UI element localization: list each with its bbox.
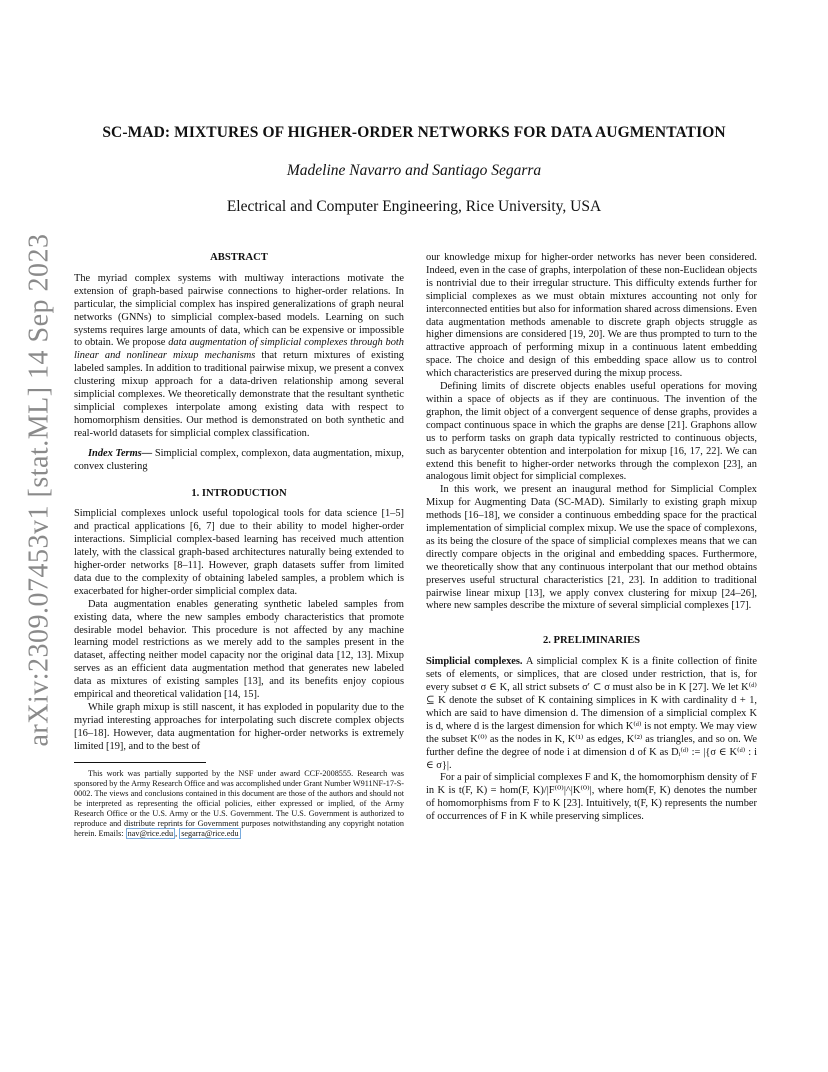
footnote-divider: [74, 762, 206, 763]
right-column: [426, 252, 757, 824]
left-column: [74, 252, 404, 839]
abstract-text-emphasis: data augmentation of simplicial complexes through both linear and nonlinear mixup mechanisms: [74, 337, 404, 362]
intro-paragraph-5: Defining limits of discrete objects enables useful operations for moving within a space of objects as if they are continuous. The invention of the graphon, the limit object of a convergent sequence of dense graphs, provides a compact continuous space in which the graphs are dense [21]. Graphons allow us to perform tasks on graph data typically restricted to continuous objects, such as barycenter obtention and interpolation for mixup [16, 17, 22]. We can extend this benefit to higher-order networks through the complexon [23], an analogous limit object for simplicial complexes.: [426, 381, 757, 483]
index-terms: [74, 448, 404, 474]
intro-paragraph-4: our knowledge mixup for higher-order networks has never been considered. Indeed, even in the case of graphs, interpolation of these non-Euclidean objects is nontrivial due to their irregular structure. This difficulty extends further for simplicial complexes as we must obtain mixtures accounting not only for interconnected entities but also for information shared across dimensions. Even data augmentation methods amenable to discrete graph objects struggle as higher dimensions are considered [19, 20]. We are thus prompted to turn to the attractive approach of performing mixup in a continuous latent embedding space. The choice and design of this embedding space allow us to control which characteristics are preserved during the mixup process.: [426, 252, 757, 380]
footnote-text: This work was partially supported by the NSF under award CCF-2008555. Research was sponsored by the Army Research Office and was accomplished under Grant Number W911NF-17-S-0002. The views and conclusions contained in this document are those of the authors and should not be interpreted as representing the official policies, either expressed or implied, of the Army Research Office or the U.S. Army or the U.S. Government. The U.S. Government is authorized to reproduce and distribute reprints for Government purposes notwithstanding any copyright notation herein. Emails: nav@rice.edu , segarra@rice.edu: [74, 768, 404, 838]
prelim-paragraph-1: [426, 656, 757, 772]
intro-paragraph-3: While graph mixup is still nascent, it has exploded in popularity due to the myriad interesting approaches for interpolating such discrete complex objects [16–18]. However, data augmentation for higher-order networks is extremely limited [19], and to the best of: [74, 702, 404, 752]
prelim-paragraph-2: For a pair of simplicial complexes F and K, the homomorphism density of F in K is t(F, K) = hom(F, K)/|F⁽⁰⁾|^|K⁽⁰⁾|, where hom(F, K) denotes the number of homomorphisms from F to K [23]. Intuitively, t(F, K) represents the number of occurrences of F in K while preserving simplices.: [426, 772, 757, 823]
paper-affiliation: Electrical and Computer Engineering, Rice University, USA: [226, 198, 602, 215]
paper-title: SC-MAD: MIXTURES OF HIGHER-ORDER NETWORKS FOR DATA AUGMENTATION: [102, 124, 726, 141]
index-terms-text: Simplicial complex, complexon, data augmentation, mixup, convex clustering: [74, 447, 404, 472]
intro-heading: 1. INTRODUCTION: [191, 487, 287, 499]
email-link-2[interactable]: segarra@rice.edu: [181, 828, 239, 838]
prelim-heading: 2. PRELIMINARIES: [542, 635, 641, 647]
prelim-label: Simplicial complexes.: [426, 656, 523, 668]
intro-paragraph-2: Data augmentation enables generating synthetic labeled samples from existing data, where the new samples embody characteristics that promote desirable model behavior. This procedure is not affected by any machine learning model restrictions as we merely add to the samples present in the dataset, affecting neither model capacity nor the original data [12, 13]. Mixup serves as an efficient data augmentation method that generates new labeled data as mixtures of existing samples [13], and its benefits enjoy copious empirical and theoretical validation [14, 15].: [74, 598, 404, 701]
footnote-body: This work was partially supported by the NSF under award CCF-2008555. Research was sponsored by the Army Research Office and was accomplished under Grant Number W911NF-17-S-0002. The views and conclusions contained in this document are those of the authors and should not be interpreted as representing the official policies, either expressed or implied, of the Army Research Office or the U.S. Army or the U.S. Government. The U.S. Government is authorized to reproduce and distribute reprints for Government purposes notwithstanding any copyright notation herein. Emails:: [74, 768, 404, 838]
abstract-heading: ABSTRACT: [210, 252, 268, 263]
email-link-1[interactable]: nav@rice.edu: [127, 828, 174, 838]
abstract-text-part: that return mixtures of existing labeled samples. In addition to traditional pairwise mixup, we present a convex clustering mixup approach for a data-driven relationship among several simplicial complexes. We theoretically demonstrate that the resultant synthetic simplicial complexes interpolate among existing data with respect to homomorphism densities. Our method is demonstrated on both synthetic and real-world datasets for simplicial complex classification.: [74, 350, 404, 439]
paper-authors: Madeline Navarro and Santiago Segarra: [286, 162, 542, 179]
prelim-text: A simplicial complex K is a finite collection of finite sets of elements, or simplices, that are closed under restriction, that is, for every subset σ ∈ K, all strict subsets σ′ ⊂ σ must also be in K [27]. We let K⁽ᵈ⁾ ⊆ K denote the subset of K containing simplices in K with cardinality d + 1, which are said to have dimension d. The dimension of a simplicial complex K is d, where d is the largest dimension for which K⁽ᵈ⁾ is not empty. We may view the subset K⁽⁰⁾ as the nodes in K, K⁽¹⁾ as edges, K⁽²⁾ as triangles, and so on. We further define the degree of node i at dimension d of K as Dᵢ⁽ᵈ⁾ := |{σ ∈ K⁽ᵈ⁾ : i ∈ σ}|.: [426, 656, 757, 771]
footnote: [74, 769, 404, 839]
arxiv-stamp: [10, 233, 70, 747]
abstract-text: [74, 273, 404, 441]
abstract-text-part: The myriad complex systems with multiway interactions motivate the extension of graph-based pairwise connections to higher-order relations. In particular, the simplicial complex has inspired generalizations of graph neural networks (GNNs) to simplicial complex-based models. Learning on such systems requires large amounts of data, which can be expensive or impossible to obtain. We propose: [74, 272, 404, 349]
arxiv-stamp-text: arXiv:2309.07453v1 [stat.ML] 14 Sep 2023: [24, 233, 55, 747]
index-terms-label: Index Terms—: [88, 447, 153, 459]
intro-paragraph-1: Simplicial complexes unlock useful topological tools for data science [1–5] and practical applications [6, 7] due to their ability to model higher-order interactions. Simplicial complex-based learning has received much attention lately, with the classical graph-based architectures naturally being extended to higher-order networks [8–11]. However, graph datasets suffer from limited data due to the complexity of obtaining labeled samples, a problem which is exacerbated for higher-order simplicial complex data.: [74, 508, 404, 597]
intro-paragraph-6: In this work, we present an inaugural method for Simplicial Complex Mixup for Augmenting Data (SC-MAD). Similarly to existing graph mixup methods [16–18], we consider a continuous embedding space for the practical implementation of simplicial complex mixup. We use the space of complexons, as its being the closure of the space of simplicial complexes means that we can directly compare objects in the original and embedding spaces. Furthermore, we theoretically show that any continuous interpolant that our method obtains preserves useful structural characteristics [21, 23]. In addition to traditional pairwise linear mixup [13], we apply convex clustering for mixup [24–26], where new samples describe the mixture of several simplicial complexes [17].: [426, 484, 757, 612]
